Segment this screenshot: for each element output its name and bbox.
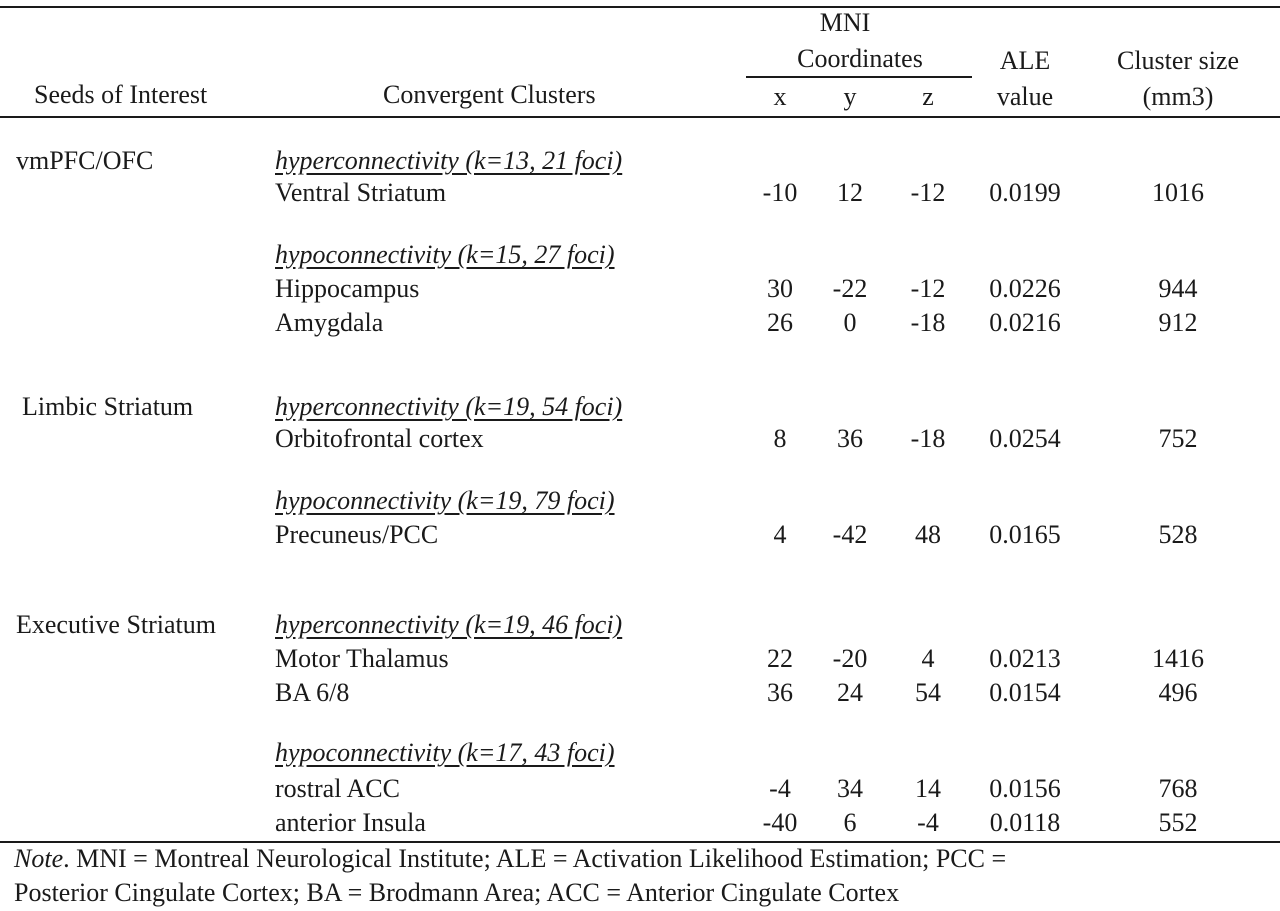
table-note-line2 <box>14 876 899 910</box>
cluster-name: Hippocampus <box>275 274 420 303</box>
cluster-name: Precuneus/PCC <box>275 520 439 549</box>
header-mni-line1: MNI <box>819 8 871 37</box>
cell-x: 36 <box>767 678 793 707</box>
cell-z: 4 <box>921 644 935 673</box>
cell-size: 944 <box>1158 274 1198 303</box>
cell-size: 552 <box>1158 808 1198 837</box>
seed-name: vmPFC/OFC <box>16 146 154 175</box>
group-title: hyperconnectivity (k=19, 46 foci) <box>275 610 623 639</box>
cell-ale: 0.0213 <box>989 644 1061 673</box>
mni-coordinates-rule <box>746 76 972 78</box>
cluster-name: Motor Thalamus <box>275 644 449 673</box>
table-note-line1 <box>14 842 1006 876</box>
cluster-name: BA 6/8 <box>275 678 350 707</box>
cell-size: 768 <box>1158 774 1198 803</box>
cell-x: 30 <box>767 274 793 303</box>
cell-y: -20 <box>832 644 868 673</box>
cut-off-caption-fragment <box>320 0 1020 4</box>
cell-z: -18 <box>910 424 946 453</box>
header-mni-line2: Coordinates <box>797 44 923 73</box>
cell-ale: 0.0226 <box>989 274 1061 303</box>
header-y: y <box>843 82 857 111</box>
cell-size: 496 <box>1158 678 1198 707</box>
cell-y: 12 <box>837 178 863 207</box>
cell-x: 8 <box>773 424 787 453</box>
note-text-2: Posterior Cingulate Cortex; BA = Brodmann Area; ACC = Anterior Cingulate Cortex <box>14 878 900 907</box>
cell-z: -12 <box>910 274 946 303</box>
table-top-rule <box>0 6 1280 8</box>
group-title: hypoconnectivity (k=15, 27 foci) <box>275 240 615 269</box>
group-title: hyperconnectivity (k=19, 54 foci) <box>275 392 623 421</box>
note-lead: Note <box>14 844 64 873</box>
header-bottom-rule <box>0 116 1280 118</box>
cell-y: -42 <box>832 520 868 549</box>
cell-size: 1016 <box>1152 178 1204 207</box>
cell-y: 0 <box>843 308 857 337</box>
seed-name: Limbic Striatum <box>22 392 194 421</box>
cell-z: -18 <box>910 308 946 337</box>
cell-ale: 0.0156 <box>989 774 1061 803</box>
cluster-name: anterior Insula <box>275 808 426 837</box>
header-seeds: Seeds of Interest <box>34 80 208 109</box>
header-size-line1: Cluster size <box>1116 46 1240 75</box>
cell-ale: 0.0154 <box>989 678 1061 707</box>
cell-size: 1416 <box>1152 644 1204 673</box>
cell-z: 54 <box>915 678 941 707</box>
cell-y: 36 <box>837 424 863 453</box>
cell-x: -40 <box>762 808 798 837</box>
header-x: x <box>773 82 787 111</box>
header-z: z <box>922 82 934 111</box>
cell-x: 26 <box>767 308 793 337</box>
header-size-line2: (mm3) <box>1142 82 1214 111</box>
cell-x: 22 <box>767 644 793 673</box>
cell-y: 6 <box>843 808 857 837</box>
cell-x: -4 <box>769 774 791 803</box>
cell-z: -12 <box>910 178 946 207</box>
cell-ale: 0.0199 <box>989 178 1061 207</box>
group-title: hypoconnectivity (k=19, 79 foci) <box>275 486 615 515</box>
cell-ale: 0.0118 <box>989 808 1061 837</box>
cell-size: 528 <box>1158 520 1198 549</box>
cluster-name: Ventral Striatum <box>275 178 447 207</box>
cell-x: -10 <box>762 178 798 207</box>
cluster-name: rostral ACC <box>275 774 400 803</box>
cell-y: 24 <box>837 678 863 707</box>
cluster-name: Amygdala <box>275 308 384 337</box>
group-title: hypoconnectivity (k=17, 43 foci) <box>275 738 615 767</box>
seed-name: Executive Striatum <box>16 610 217 639</box>
cell-ale: 0.0165 <box>989 520 1061 549</box>
note-text-1: . MNI = Montreal Neurological Institute; ALE = Activation Likelihood Estimation; PCC = <box>63 844 1007 873</box>
cluster-name: Orbitofrontal cortex <box>275 424 484 453</box>
cell-z: 14 <box>915 774 941 803</box>
cell-ale: 0.0254 <box>989 424 1061 453</box>
cell-size: 752 <box>1158 424 1198 453</box>
cell-ale: 0.0216 <box>989 308 1061 337</box>
cell-y: 34 <box>837 774 863 803</box>
cell-y: -22 <box>832 274 868 303</box>
header-ale-line1: ALE <box>999 46 1051 75</box>
group-title: hyperconnectivity (k=13, 21 foci) <box>275 146 623 175</box>
header-clusters: Convergent Clusters <box>383 80 596 109</box>
cell-size: 912 <box>1158 308 1198 337</box>
header-ale-line2: value <box>996 82 1054 111</box>
cell-z: 48 <box>915 520 941 549</box>
cell-z: -4 <box>917 808 939 837</box>
cell-x: 4 <box>773 520 787 549</box>
